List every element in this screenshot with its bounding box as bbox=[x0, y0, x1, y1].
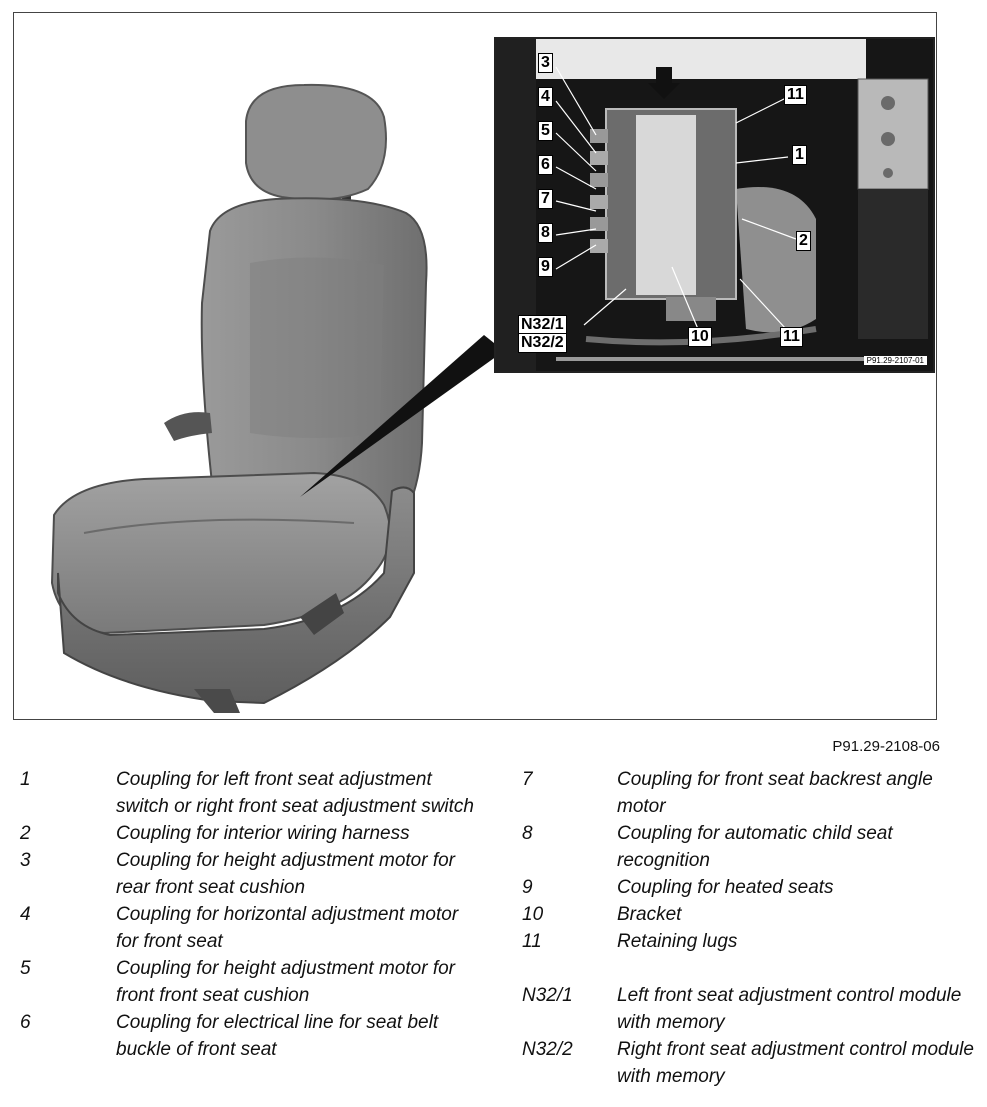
callout-11-top: 11 bbox=[784, 85, 807, 105]
backrest-panel bbox=[250, 257, 384, 438]
legend-description: Coupling for height adjustment motor for rear front seat cushion bbox=[116, 850, 456, 898]
legend-item bbox=[522, 874, 977, 901]
legend-item bbox=[20, 847, 480, 901]
recline-lever bbox=[164, 412, 212, 441]
callout-3: 3 bbox=[538, 53, 553, 73]
legend-item bbox=[522, 766, 977, 820]
legend-number: 6 bbox=[20, 1012, 31, 1033]
legend-number: 2 bbox=[20, 823, 31, 844]
legend-item bbox=[522, 901, 977, 928]
legend-number: 5 bbox=[20, 958, 31, 979]
callout-9: 9 bbox=[538, 257, 553, 277]
figure-frame bbox=[13, 12, 937, 720]
legend-description: Coupling for height adjustment motor for front front seat cushion bbox=[116, 958, 456, 1006]
callout-4: 4 bbox=[538, 87, 553, 107]
legend-number: N32/1 bbox=[522, 985, 573, 1006]
legend-description: Coupling for front seat backrest angle motor bbox=[617, 769, 933, 817]
inset-photo bbox=[494, 37, 935, 373]
legend-right bbox=[522, 766, 977, 1090]
legend-left bbox=[20, 766, 480, 1063]
legend-description: Right front seat adjustment control module with memory bbox=[617, 1039, 974, 1087]
legend-item bbox=[20, 766, 480, 820]
callout-8: 8 bbox=[538, 223, 553, 243]
legend-number: 3 bbox=[20, 850, 31, 871]
headrest bbox=[246, 85, 386, 200]
legend-number: 10 bbox=[522, 904, 544, 925]
legend-description: Coupling for interior wiring harness bbox=[116, 823, 410, 844]
legend-description: Coupling for automatic child seat recognition bbox=[617, 823, 893, 871]
inset-code: P91.29-2107-01 bbox=[864, 356, 927, 365]
legend-description: Coupling for horizontal adjustment motor for front seat bbox=[116, 904, 459, 952]
legend-number: 8 bbox=[522, 823, 533, 844]
legend-item bbox=[522, 928, 977, 955]
legend-number: 11 bbox=[522, 931, 542, 952]
legend-number: 1 bbox=[20, 769, 31, 790]
callout-11-bottom: 11 bbox=[780, 327, 803, 347]
legend-item bbox=[20, 955, 480, 1009]
legend-item bbox=[522, 820, 977, 874]
callout-7: 7 bbox=[538, 189, 553, 209]
legend-description: Retaining lugs bbox=[617, 931, 738, 952]
legend-item bbox=[522, 1036, 977, 1090]
legend-description: Left front seat adjustment control module with memory bbox=[617, 985, 962, 1033]
callout-10: 10 bbox=[688, 327, 712, 347]
figure-code: P91.29-2108-06 bbox=[832, 738, 940, 755]
legend-number: 7 bbox=[522, 769, 533, 790]
callout-n32-1: N32/1 bbox=[518, 315, 567, 335]
callout-2: 2 bbox=[796, 231, 811, 251]
legend-description: Coupling for left front seat adjustment switch or right front seat adjustment switch bbox=[116, 769, 474, 817]
legend-item bbox=[20, 1009, 480, 1063]
callout-1: 1 bbox=[792, 145, 807, 165]
legend-item bbox=[522, 982, 977, 1036]
callout-5: 5 bbox=[538, 121, 553, 141]
legend-description: Coupling for heated seats bbox=[617, 877, 834, 898]
legend-number: 4 bbox=[20, 904, 31, 925]
legend-number: 9 bbox=[522, 877, 533, 898]
legend-description: Coupling for electrical line for seat belt buckle of front seat bbox=[116, 1012, 439, 1060]
legend-item bbox=[20, 820, 480, 847]
callout-n32-2: N32/2 bbox=[518, 333, 567, 353]
legend-description: Bracket bbox=[617, 904, 682, 925]
callout-6: 6 bbox=[538, 155, 553, 175]
legend-item bbox=[20, 901, 480, 955]
legend-number: N32/2 bbox=[522, 1039, 573, 1060]
